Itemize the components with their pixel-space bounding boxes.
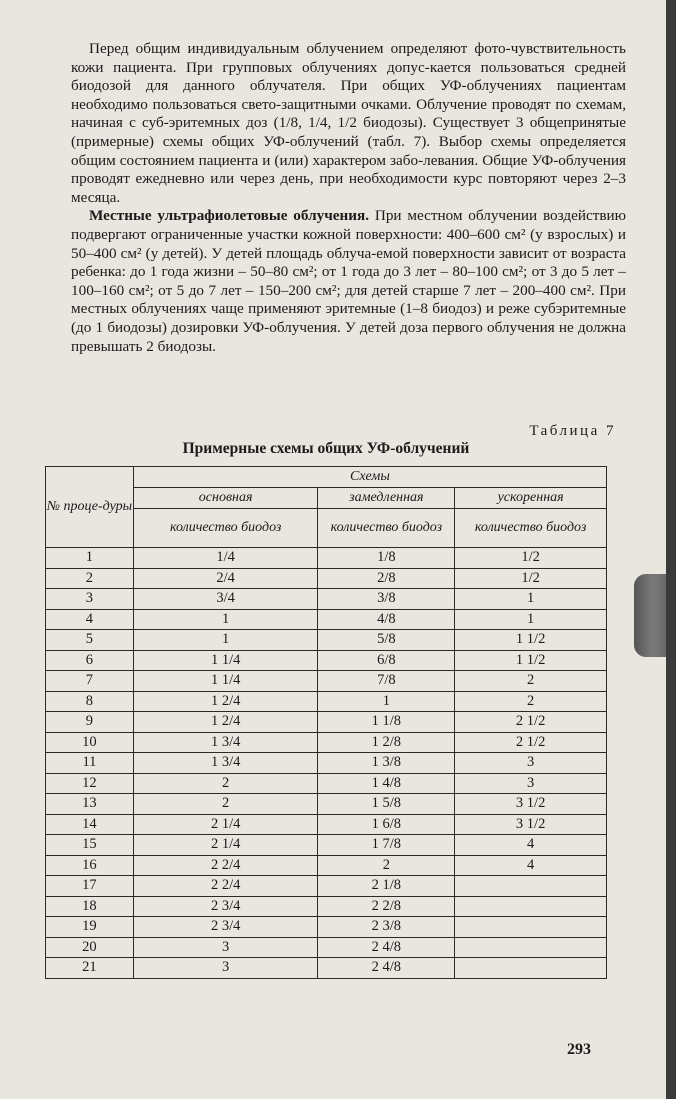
cell-main-scheme: 2 3/4 [133,896,318,917]
cell-fast-scheme [455,876,607,897]
table-row [46,630,607,651]
table-row [46,548,607,569]
cell-slow-scheme: 1 6/8 [318,814,455,835]
table-row [46,876,607,897]
cell-slow-scheme: 5/8 [318,630,455,651]
cell-main-scheme: 2 2/4 [133,855,318,876]
cell-main-scheme: 1 1/4 [133,650,318,671]
cell-fast-scheme: 3 1/2 [455,814,607,835]
cell-fast-scheme: 2 1/2 [455,732,607,753]
cell-procedure-number: 16 [46,855,134,876]
cell-main-scheme: 3 [133,937,318,958]
header-schemes: Схемы [133,467,606,488]
cell-procedure-number: 14 [46,814,134,835]
cell-fast-scheme: 1 1/2 [455,650,607,671]
table-row [46,691,607,712]
cell-slow-scheme: 2 4/8 [318,958,455,979]
cell-main-scheme: 1 3/4 [133,732,318,753]
cell-procedure-number: 2 [46,568,134,589]
cell-slow-scheme: 2 [318,855,455,876]
table-row [46,814,607,835]
cell-procedure-number: 4 [46,609,134,630]
cell-fast-scheme [455,937,607,958]
cell-procedure-number: 18 [46,896,134,917]
cell-slow-scheme: 2 2/8 [318,896,455,917]
cell-main-scheme: 2/4 [133,568,318,589]
uv-schemes-table [45,466,607,979]
cell-procedure-number: 5 [46,630,134,651]
cell-fast-scheme: 3 [455,773,607,794]
cell-main-scheme: 1 [133,609,318,630]
cell-main-scheme: 2 2/4 [133,876,318,897]
cell-fast-scheme: 1/2 [455,548,607,569]
cell-fast-scheme [455,917,607,938]
cell-procedure-number: 7 [46,671,134,692]
table-row [46,589,607,610]
cell-fast-scheme: 4 [455,855,607,876]
cell-procedure-number: 21 [46,958,134,979]
cell-slow-scheme: 1 3/8 [318,753,455,774]
cell-fast-scheme [455,896,607,917]
table-row [46,671,607,692]
cell-procedure-number: 15 [46,835,134,856]
page-number: 293 [567,1041,591,1058]
table-row [46,753,607,774]
cell-main-scheme: 1/4 [133,548,318,569]
table-row [46,568,607,589]
cell-fast-scheme: 2 [455,691,607,712]
cell-slow-scheme: 6/8 [318,650,455,671]
cell-slow-scheme: 1 5/8 [318,794,455,815]
cell-procedure-number: 3 [46,589,134,610]
table-row [46,958,607,979]
cell-main-scheme: 1 3/4 [133,753,318,774]
table-label: Таблица 7 [529,423,616,439]
cell-slow-scheme: 2 4/8 [318,937,455,958]
cell-slow-scheme: 1 4/8 [318,773,455,794]
cell-slow-scheme: 1 7/8 [318,835,455,856]
paragraph-local-uv [71,207,626,356]
cell-main-scheme: 2 1/4 [133,814,318,835]
paragraph-heading: Местные ультрафиолетовые облучения. [89,207,370,225]
table-row [46,650,607,671]
cell-main-scheme: 1 1/4 [133,671,318,692]
paragraph-general-uv: Перед общим индивидуальным облучением определяют фото-чувствительность кожи пациента. При групповых облучениях допус-кается пользоваться средней биодозой для данного облучателя. При общих УФ-облучениях пациентам необходимо пользоваться свето-защитными очками. Облучение проводят по схемам, начиная с суб-эритемных доз (1/8, 1/4, 1/2 биодозы). Существует 3 общепринятые (примерные) схемы общих УФ-облучений (табл. 7). Выбор схемы определяется общим состоянием пациента и (или) характером забо-левания. Общие УФ-облучения проводят ежедневно или через день, при необходимости курс повторяют через 2–3 месяца. [71,40,626,206]
table-title: Примерные схемы общих УФ-облучений [182,440,470,457]
cell-main-scheme: 1 2/4 [133,691,318,712]
header-scheme-slow: замедленная [318,488,455,509]
cell-main-scheme: 3/4 [133,589,318,610]
table-row [46,609,607,630]
table-row [46,732,607,753]
cell-main-scheme: 3 [133,958,318,979]
cell-procedure-number: 11 [46,753,134,774]
cell-fast-scheme: 1 [455,609,607,630]
subheader-biodose-count: количество биодоз [318,509,455,548]
table-row [46,917,607,938]
paragraph-body: При местном облучении воздействию подвергают ограниченные участки кожной поверхности: 400–600 см² (у взрослых) и 50–400 см² (у детей). У детей площадь облуча-емой поверхности зависит от возраста ребенка: до 1 года жизни – 50–80 см²; от 1 года до 3 лет – 80–100 см²; от 3 до 5 лет – 100–160 см²; от 5 до 7 лет – 150–200 см²; для детей старше 7 лет – 200–400 см². При местных облучениях чаще применяют эритемные (1–8 биодоз) и реже субэритемные (до 1 биодозы) дозировки УФ-облучения. У детей доза первого облучения не должна превышать 2 биодозы. [71,207,626,355]
table-row [46,773,607,794]
cell-main-scheme: 2 [133,773,318,794]
cell-slow-scheme: 4/8 [318,609,455,630]
cell-slow-scheme: 2 1/8 [318,876,455,897]
cell-main-scheme: 1 [133,630,318,651]
cell-fast-scheme: 3 [455,753,607,774]
cell-fast-scheme: 1/2 [455,568,607,589]
cell-fast-scheme: 2 1/2 [455,712,607,733]
cell-procedure-number: 10 [46,732,134,753]
body-text [71,40,626,356]
cell-slow-scheme: 1/8 [318,548,455,569]
table-row [46,896,607,917]
table-row [46,855,607,876]
cell-fast-scheme: 3 1/2 [455,794,607,815]
cell-fast-scheme: 1 [455,589,607,610]
table-row [46,937,607,958]
page-edge-shadow [666,0,676,1099]
cell-fast-scheme: 2 [455,671,607,692]
cell-slow-scheme: 2 3/8 [318,917,455,938]
cell-procedure-number: 17 [46,876,134,897]
cell-procedure-number: 8 [46,691,134,712]
table-body [46,548,607,979]
header-procedure-number: № проце-дуры [46,467,134,548]
cell-procedure-number: 12 [46,773,134,794]
header-scheme-main: основная [133,488,318,509]
cell-procedure-number: 19 [46,917,134,938]
cell-slow-scheme: 1 [318,691,455,712]
cell-slow-scheme: 3/8 [318,589,455,610]
cell-fast-scheme: 1 1/2 [455,630,607,651]
cell-main-scheme: 2 3/4 [133,917,318,938]
cell-fast-scheme: 4 [455,835,607,856]
cell-main-scheme: 2 1/4 [133,835,318,856]
cell-main-scheme: 2 [133,794,318,815]
cell-slow-scheme: 2/8 [318,568,455,589]
cell-procedure-number: 6 [46,650,134,671]
header-scheme-fast: ускоренная [455,488,607,509]
subheader-biodose-count: количество биодоз [133,509,318,548]
cell-slow-scheme: 1 1/8 [318,712,455,733]
table-row [46,835,607,856]
cell-main-scheme: 1 2/4 [133,712,318,733]
cell-slow-scheme: 7/8 [318,671,455,692]
subheader-biodose-count: количество биодоз [455,509,607,548]
table-row [46,794,607,815]
cell-procedure-number: 9 [46,712,134,733]
table-row [46,712,607,733]
cell-procedure-number: 20 [46,937,134,958]
cell-fast-scheme [455,958,607,979]
cell-procedure-number: 1 [46,548,134,569]
cell-slow-scheme: 1 2/8 [318,732,455,753]
cell-procedure-number: 13 [46,794,134,815]
